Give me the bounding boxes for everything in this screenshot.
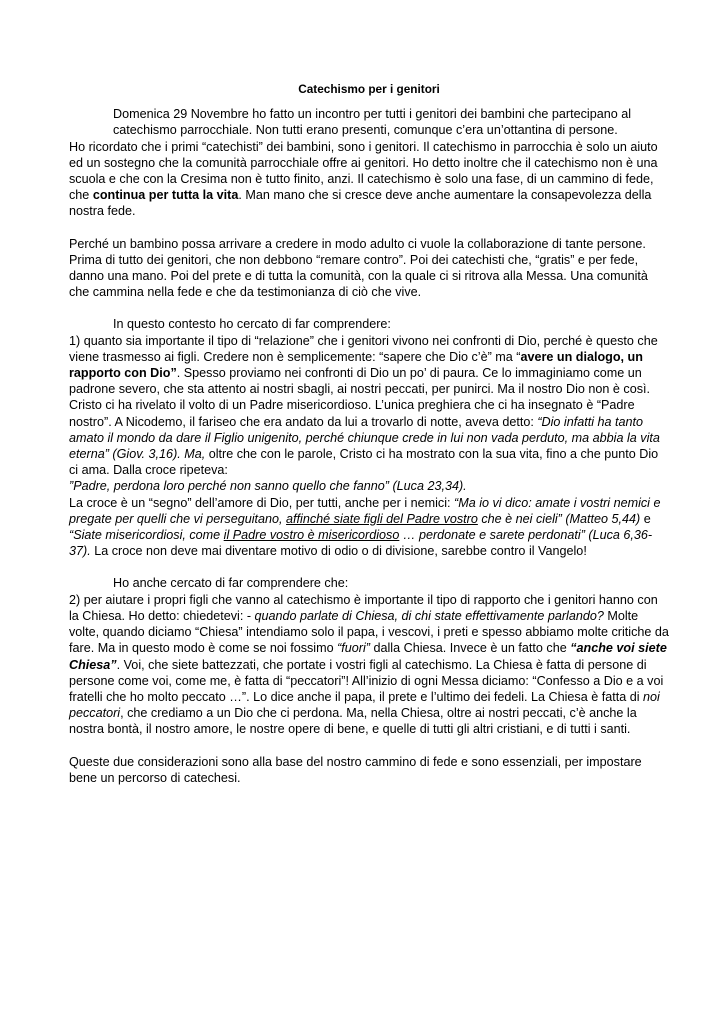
text-span: e (640, 511, 651, 526)
text-span: dalla Chiesa. Invece è un fatto che (370, 641, 571, 656)
italic-word: “fuori” (337, 641, 370, 656)
text-span: La croce non deve mai diventare motivo di odio o di divisione, sarebbe contro il Vangelo! (90, 544, 587, 559)
text-span: 2) per aiutare i propri figli che vanno al catechismo è importante il tipo di rapporto che i genitori hanno con la Chiesa. Ho detto: chiedetevi: - (69, 592, 658, 623)
italic-word: noi peccatori (69, 689, 660, 721)
italic-quote: “Ma io vi dico: amate i vostri nemici e pregate per quelli che vi perseguitano, (69, 495, 661, 526)
paragraph-cross (69, 495, 669, 560)
document-page (69, 81, 669, 786)
paragraph-catechists (69, 139, 669, 220)
italic-underlined-quote (224, 528, 400, 542)
underline-span: affinché siate figli del Padre vostro (286, 511, 478, 526)
paragraph-intro-first-line: Domenica 29 Novembre ho fatto un incontro per tutti i genitori dei bambini che partecipano al catechismo parrocchiale. Non tutti erano presenti, comunque c’era un’ottantina di persone. (113, 107, 632, 138)
bold-span: continua per tutta la vita (92, 188, 239, 203)
italic-span: “anche voi siete Chiesa” (69, 641, 667, 672)
text-span: . Spesso proviamo nei confronti di Dio un po’ di paura. Ce lo immaginiamo come un padrone severo, che sta attento ai nostri sbagli, ai nostri peccati, per punirci. Ma il nostro Dio non è così. Cristo ci ha rivelato il volto di un Padre misericordioso. L’unica preghiera che ci ha insegnato è “Padre nostro”. A Nicodemo, il fariseo che era andato da lui a trovarlo di notte, aveva detto: (69, 366, 651, 429)
italic-quote: ”Padre, perdona loro perché non sanno quello che fanno” (Luca 23,34). (69, 479, 467, 494)
italic-quote: … perdonate e sarete perdonati” (Luca 6,36-37). (69, 528, 653, 559)
text-span: , che crediamo a un Dio che ci perdona. Ma, nella Chiesa, oltre ai nostri peccati, c’è anche la nostra bontà, il nostro amore, le nostre opere di bene, e quelle di tutti gli altri cristiani, e di tutti i santi. (69, 706, 637, 737)
paragraph-point-two (69, 592, 669, 738)
paragraph-context-intro: In questo contesto ho cercato di far comprendere: (113, 317, 391, 332)
paragraph-point-one (69, 333, 669, 479)
paragraph-church-intro: Ho anche cercato di far comprendere che: (113, 576, 349, 591)
underline-span: il Padre vostro è misericordioso (223, 528, 400, 543)
italic-quote: che è nei cieli” (Matteo 5,44) (477, 511, 641, 526)
italic-underlined-quote (286, 512, 478, 526)
paragraph-conclusion: Queste due considerazioni sono alla base del nostro cammino di fede e sono essenziali, per impostare bene un percorso di catechesi. (69, 754, 642, 785)
paragraph-collaboration: Perché un bambino possa arrivare a credere in modo adulto ci vuole la collaborazione di tante persone. Prima di tutto dei genitori, che non debbono “remare contro”. Poi dei catechisti che, “gratis” e per fede, danno una mano. Poi del prete e di tutta la comunità, con la quale ci si ritrova alla Messa. Una comunità che cammina nella fede e che da testimonianza di ciò che vive. (69, 236, 648, 300)
text-span: . Voi, che siete battezzati, che portate i vostri figli al catechismo. La Chiesa è fatta di persone di persone come voi, come me, è fatta di “peccatori”! All’inizio di ogni Messa diciamo: “Confesso a Dio e a voi fratelli che ho molto peccato …”. Lo dice anche il papa, il prete e l’ultimo dei fedeli. La Chiesa è fatta di (69, 657, 664, 704)
text-span: 1) quanto sia importante il tipo di “relazione” che i genitori vivono nei confronti di Dio, perché è questo che viene trasmesso ai figli. Credere non è semplicemente: “sapere che Dio c’è” ma “ (69, 333, 658, 364)
text-span: Molte volte, quando diciamo “Chiesa” intendiamo solo il papa, i vescovi, i preti e spesso abbiamo molte critiche da fare. Ma in questo modo è come se noi fossimo (69, 608, 669, 656)
text-span: La croce è un “segno” dell’amore di Dio, per tutti, anche per i nemici: (69, 495, 455, 510)
italic-question: quando parlate di Chiesa, di chi state effettivamente parlando? (254, 608, 604, 623)
quote-luca-23 (69, 478, 669, 494)
text-span: Ho ricordato che i primi “catechisti” dei bambini, sono i genitori. Il catechismo in parrocchia è solo un aiuto ed un sostegno che la comunità parrocchiale offre ai genitori. Ho detto inoltre che il catechismo non è una scuola e che con la Cresima non è tutto finito, anzi. Il catechismo è solo una fase, di un cammino di fede, che (69, 139, 658, 203)
document-title: Catechismo per i genitori (298, 82, 440, 96)
bold-span: avere un dialogo, un rapporto con Dio” (69, 349, 643, 381)
text-span: . Man mano che si cresce deve anche aumentare la consapevolezza della nostra fede. (69, 188, 652, 219)
italic-quote: “Siate misericordiosi, come (69, 528, 224, 543)
italic-quote: “Dio infatti ha tanto amato il mondo da dare il Figlio unigenito, perché chiunque crede in lui non vada perduto, ma abbia la vita eterna” (Giov. 3,16). Ma, (69, 414, 660, 462)
text-span: oltre che con le parole, Cristo ci ha mostrato con la sua vita, fino a che punto Dio ci ama. Dalla croce ripeteva: (69, 447, 659, 478)
